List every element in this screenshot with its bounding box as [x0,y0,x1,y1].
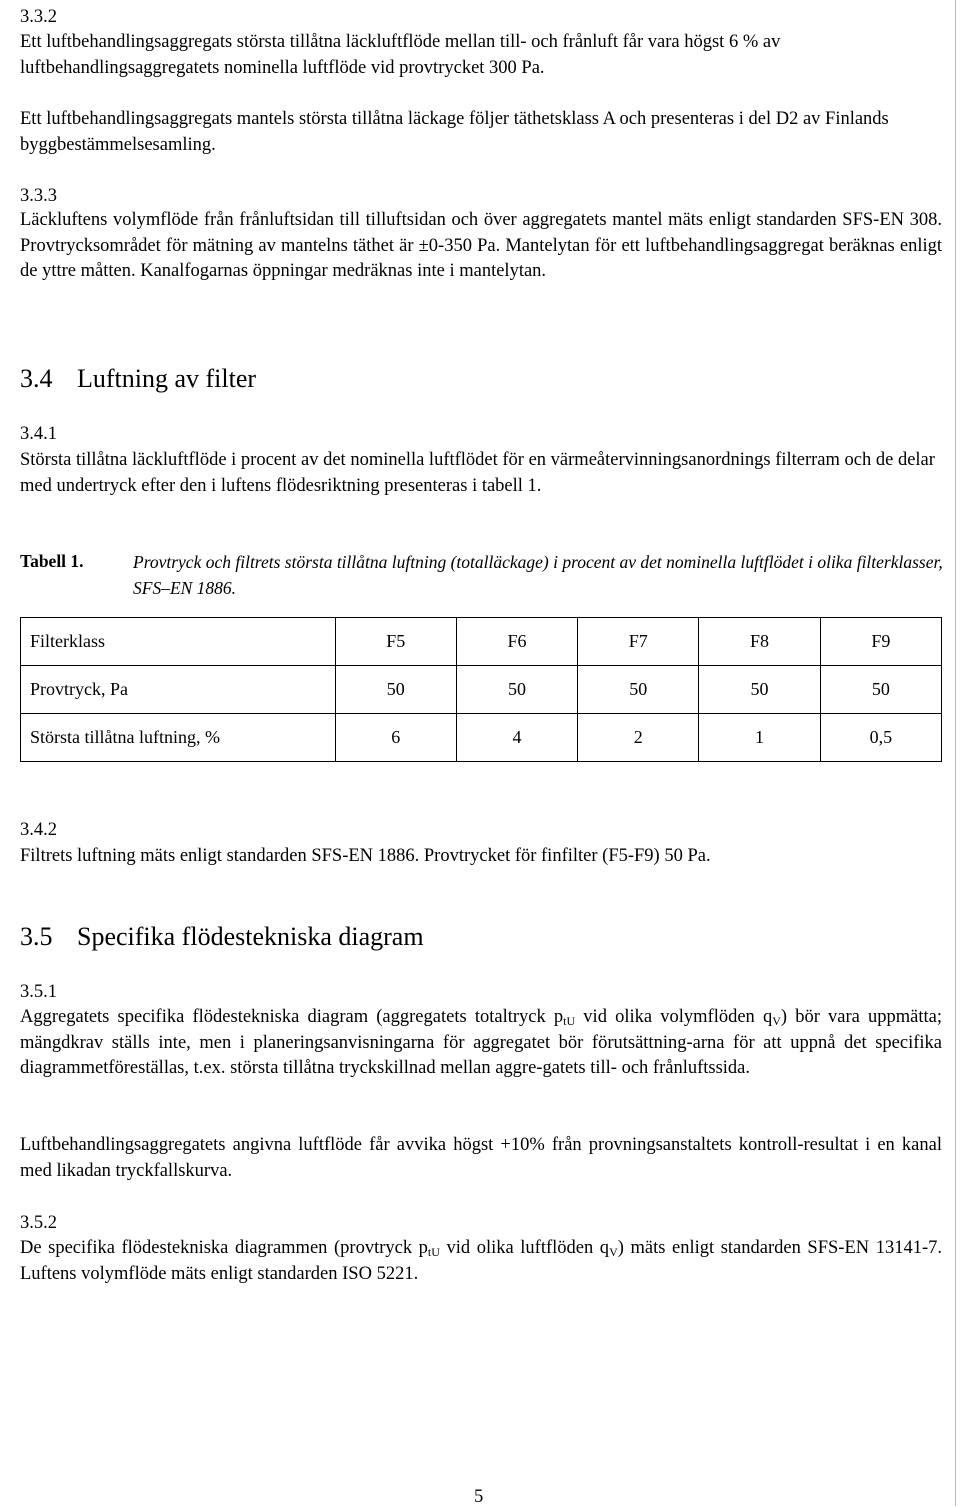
paragraph-3-3-2-a: Ett luftbehandlingsaggregats största tillåtna läckluftflöde mellan till- och frånluft får vara högst 6 % av luftbehandlingsaggregatets nominella luftflöde vid provtrycket 300 Pa. [20,32,781,78]
table-cell: 1 [699,714,820,762]
heading-3-5-title: Specifika flödestekniska diagram [77,922,424,951]
heading-3-5 [20,921,942,953]
row-label-filterklass: Filterklass [21,618,336,666]
table-cell: 50 [699,666,820,714]
paragraph-3-3-2-b: Ett luftbehandlingsaggregats mantels största tillåtna läckage följer täthetsklass A och presenteras i del D2 av Finlands byggbestämmelsesamling. [20,109,889,155]
paragraph-text: ) mäts enligt standarden SFS-EN 13141-7. Luftens volymflöde mäts enligt standarden ISO 5221. [20,1238,942,1284]
section-number-3-5-2: 3.5.2 [20,1213,57,1233]
paragraph-text: vid olika luftflöden q [439,1238,610,1258]
table-row [21,618,942,666]
paragraph-text: ) bör vara uppmätta; mängdkrav ställs inte, men i planeringsanvisningarna för aggregatet bör förutsättning-arna för att uppnå det specifika diagrammetföreställas, t.ex. största tillåtna tryckskillnad mellan aggre-gatets till- och frånluftssida. [20,1007,942,1078]
table-cell: 2 [578,714,699,762]
table-cell: F6 [456,618,577,666]
filter-table [20,617,942,762]
subscript-v: V [772,1014,781,1028]
subscript-tu: tU [427,1245,440,1259]
subscript-v: V [609,1245,618,1259]
paragraph-3-5-1-a [20,1005,942,1082]
heading-3-4-title: Luftning av filter [77,364,257,393]
row-label-provtryck: Provtryck, Pa [21,666,336,714]
table-cell: 50 [335,666,456,714]
table-row [21,666,942,714]
section-number-3-3-2: 3.3.2 [20,7,57,27]
table-cell: 6 [335,714,456,762]
table-cell: F5 [335,618,456,666]
section-number-3-4-1: 3.4.1 [20,424,57,444]
row-label-luftning: Största tillåtna luftning, % [21,714,336,762]
table-label: Tabell 1. [20,551,84,571]
subscript-tu: tU [563,1014,576,1028]
paragraph-text: Aggregatets specifika flödestekniska diagram (aggregatets totaltryck p [20,1007,564,1027]
table-cell: 4 [456,714,577,762]
page-edge-rule [955,0,956,1506]
table-cell: 50 [578,666,699,714]
paragraph-3-5-1-b: Luftbehandlingsaggregatets angivna luftflöde får avvika högst +10% från provningsanstaltets kontroll-resultat i en kanal med likadan tryckfallskurva. [20,1135,942,1181]
paragraph-text: vid olika volymflöden q [575,1007,773,1027]
section-number-3-3-3: 3.3.3 [20,186,57,206]
table-cell: F9 [820,618,941,666]
page-number: 5 [474,1487,484,1507]
table-cell: 0,5 [820,714,941,762]
table-cell: 50 [456,666,577,714]
table-cell: F7 [578,618,699,666]
table-cell: F8 [699,618,820,666]
section-number-3-4-2: 3.4.2 [20,820,57,840]
table-caption: Provtryck och filtrets största tillåtna luftning (totalläckage) i procent av det nominella luftflödet i olika filterklasser, SFS–EN 1886. [133,552,943,598]
table-cell: 50 [820,666,941,714]
heading-3-4-number: 3.4 [20,364,53,393]
paragraph-text: De specifika flödestekniska diagrammen (provtryck p [20,1238,428,1258]
heading-3-4 [20,363,942,395]
paragraph-3-3-3: Läckluftens volymflöde från frånluftsidan till tilluftsidan och över aggregatets mantel mäts enligt standarden SFS-EN 308. Provtrycksområdet för mätning av mantelns täthet är ±0-350 Pa. Mantelytan för ett luftbehandlingsaggregat beräknas enligt de yttre måtten. Kanalfogarnas öppningar medräknas inte i mantelytan. [20,210,942,281]
paragraph-3-4-2: Filtrets luftning mäts enligt standarden SFS-EN 1886. Provtrycket för finfilter (F5-F9) 50 Pa. [20,846,711,866]
section-number-3-5-1: 3.5.1 [20,982,57,1002]
table-row [21,714,942,762]
heading-3-5-number: 3.5 [20,922,53,951]
paragraph-3-5-2 [20,1236,942,1287]
paragraph-3-4-1: Största tillåtna läckluftflöde i procent av det nominella luftflödet för en värmeåtervinningsanordnings filterram och de delar med undertryck efter den i luftens flödesriktning presenteras i tabell 1. [20,450,935,496]
